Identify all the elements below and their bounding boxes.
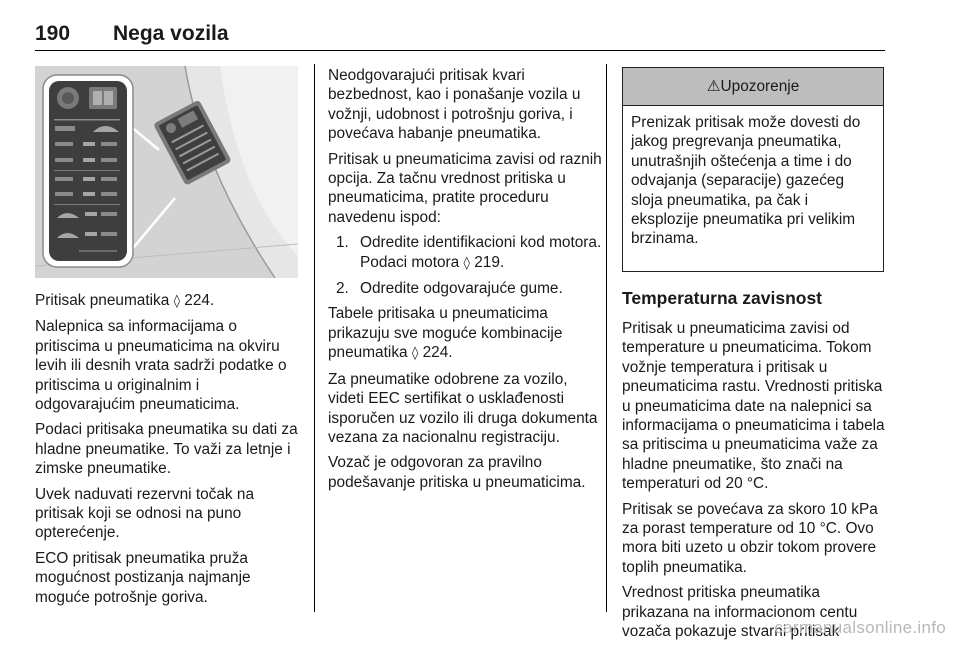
section-title: Temperaturna zavisnost xyxy=(622,288,823,308)
warning-title: Upozorenje xyxy=(720,78,800,95)
paragraph: Pritisak se povećava za skoro 10 kPa za porast temperature od 10 °C. Ovo mora biti uzeto u obzir tokom provere toplih pneumatika. xyxy=(622,500,878,576)
cross-reference-icon: ◊ xyxy=(463,255,470,271)
page-number: 190 xyxy=(35,22,71,45)
door-frame-illustration xyxy=(35,66,298,278)
page-reference[interactable]: 224. xyxy=(422,344,453,362)
caption-text: Pritisak pneumatika xyxy=(35,292,174,309)
paragraph: Podaci pritisaka pneumatika su dati za hladne pneumatike. To važi za letnje i zimske pneumatike. xyxy=(35,421,298,478)
tyre-pressure-label-figure xyxy=(35,66,298,278)
procedure-steps xyxy=(328,233,602,298)
paragraph xyxy=(328,304,602,363)
watermark: carmanualsonline.info xyxy=(774,618,946,637)
left-column xyxy=(35,291,299,613)
step-number: 2. xyxy=(336,280,349,298)
column-divider-right xyxy=(606,64,607,612)
page-reference[interactable]: 224. xyxy=(184,292,215,309)
warning-body: Prenizak pritisak može dovesti do jakog pregrevanja pneumatika, unutrašnjih oštećenja a time i do odvajanja (separacije) gazećeg sloja pneumatika, pa čak i eksplozije pneumatika pri velikim brzinama. xyxy=(631,114,861,248)
warning-triangle-icon: ⚠ xyxy=(706,78,721,95)
right-column xyxy=(622,287,888,648)
list-item xyxy=(336,279,602,298)
paragraph-text: Tabele pritisaka u pneumaticima prikazuju sve moguće kombinacije pneumatika xyxy=(328,305,563,362)
paragraph: ECO pritisak pneumatika pruža mogućnost postizanja najmanje moguće potrošnje goriva. xyxy=(35,549,251,606)
paragraph: Za pneumatike odobrene za vozilo, videti EEC sertifikat o usklađenosti isporučen uz vozilo ili druga dokumenta vezana za nacionalnu registraciju. xyxy=(328,370,598,446)
page-reference[interactable]: 219. xyxy=(474,253,505,271)
cross-reference-icon: ◊ xyxy=(411,346,419,362)
column-divider-left xyxy=(314,64,315,612)
step-text: Odredite identifikacioni kod motora. Podaci motora xyxy=(360,234,602,271)
header-rule xyxy=(35,50,885,51)
paragraph: Vrednost pritiska pneumatika prikazana na informacionom centu vozača pokazuje stvarni pritisak xyxy=(622,584,858,641)
paragraph: Neodgovarajući pritisak kvari bezbednost, kao i ponašanje vozila u vožnji, udobnost i potrošnju goriva, i povećava habanje pneumatika. xyxy=(328,67,581,143)
paragraph: Uvek naduvati rezervni točak na pritisak koji se odnosi na puno opterećenje. xyxy=(35,485,255,542)
paragraph: Pritisak u pneumaticima zavisi od raznih opcija. Za tačnu vrednost pritiska u pneumaticima, pratite proceduru navedenu ispod: xyxy=(328,150,602,226)
cross-reference-icon: ◊ xyxy=(173,294,181,309)
sticker-zoom xyxy=(43,75,133,267)
paragraph: Nalepnica sa informacijama o pritiscima u pneumaticima na okviru levih ili desnih vrata sadrži podatke o pritiscima u originalnim i odgovarajućim pneumaticima. xyxy=(35,318,287,414)
step-number: 1. xyxy=(336,234,349,252)
middle-column xyxy=(328,66,602,498)
caption-paragraph xyxy=(35,291,299,311)
chapter-title: Nega vozila xyxy=(113,22,229,45)
step-text: Odredite odgovarajuće gume. xyxy=(360,280,563,298)
paragraph: Pritisak u pneumaticima zavisi od temperature u pneumaticima. Tokom vožnje temperatura i pritisak u pneumaticima rastu. Vrednosti pritiska u pneumaticima date na nalepnici sa informacijama o pneumaticima i tabela sa pritiscima u pneumaticima važe za hladne pneumatike, što znači na temperaturi od 20 °C. xyxy=(622,320,885,493)
warning-box xyxy=(622,67,884,272)
page-header xyxy=(35,22,885,52)
warning-header xyxy=(623,68,883,106)
paragraph: Vozač je odgovoran za pravilno podešavanje pritiska u pneumaticima. xyxy=(328,454,586,491)
list-item xyxy=(336,233,602,273)
